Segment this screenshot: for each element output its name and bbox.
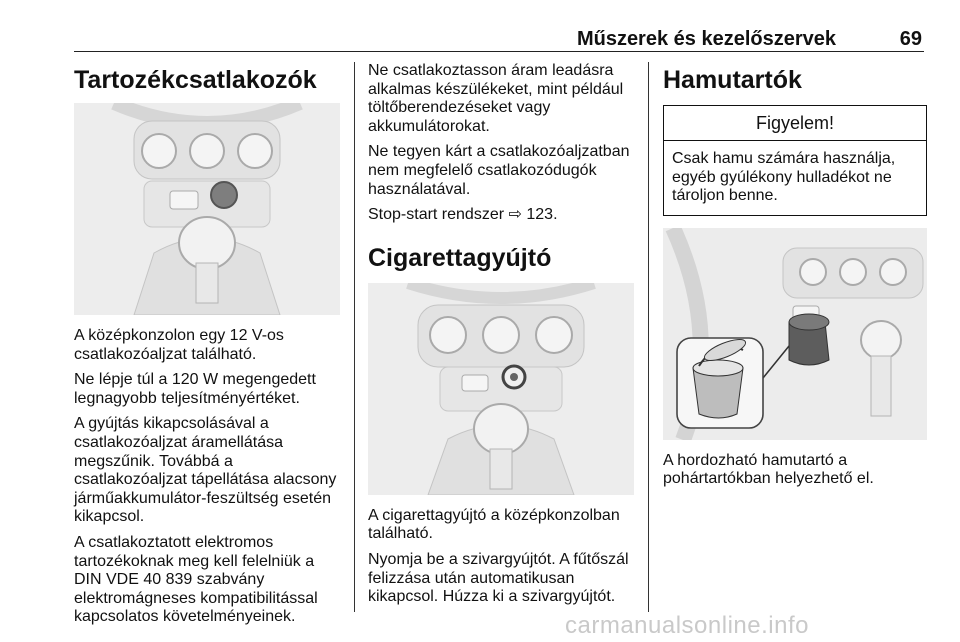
crossref-text: Stop-start rendszer <box>368 206 505 224</box>
power-outlet-illustration <box>74 103 340 315</box>
crossref-arrow-icon: ⇨ <box>508 206 522 224</box>
warning-body: Csak hamu számára használja, egyéb gyúlékony hulladékot ne tároljon benne. <box>672 150 896 205</box>
running-header <box>74 22 924 52</box>
column-accessory-sockets <box>74 62 344 634</box>
paragraph: Ne lépje túl a 120 W megengedett legnagyobb teljesítményértéket. <box>74 371 316 407</box>
warning-title: Figyelem! <box>664 106 926 141</box>
heading-ashtrays: Hamutartók <box>663 66 802 94</box>
column-ashtrays <box>663 62 927 496</box>
paragraph: A gyújtás kikapcsolásával a csatlakozóaljzat áramellátása megszűnik. Továbbá a csatlakozóaljzat tápellátása alacsony járműakkumulátor-feszültség esetén kikapcsol. <box>74 415 337 526</box>
section-title: Műszerek és kezelőszervek <box>576 28 836 50</box>
column-cigarette-lighter <box>368 62 636 614</box>
crossref-paragraph <box>368 206 636 225</box>
warning-box <box>663 105 927 216</box>
paragraph: A középkonzolon egy 12 V-os csatlakozóaljzat található. <box>74 327 284 363</box>
paragraph: A hordozható hamutartó a pohártartókban helyezhető el. <box>663 451 874 488</box>
heading-cigarette-lighter: Cigarettagyújtó <box>368 243 552 272</box>
cigarette-lighter-illustration <box>368 283 634 495</box>
paragraph: A cigarettagyújtó a középkonzolban található. <box>368 506 620 543</box>
column-divider <box>648 62 649 612</box>
ashtray-illustration <box>663 228 927 440</box>
column-divider <box>354 62 355 612</box>
paragraph: Ne tegyen kárt a csatlakozóaljzatban nem megfelelő csatlakozódugók használatával. <box>368 143 630 198</box>
heading-accessory-sockets: Tartozékcsatlakozók <box>74 66 317 94</box>
paragraph: A csatlakoztatott elektromos tartozékoknak meg kell felelniük a DIN VDE 40 839 szabvány elektromágneses kompatibilitással kapcsolatos követelményeinek. <box>74 533 318 626</box>
paragraph: Nyomja be a szivargyújtót. A fűtőszál felizzása után automatikusan kikapcsol. Húzza ki a szivargyújtót. <box>368 550 629 606</box>
paragraph: Ne csatlakoztasson áram leadásra alkalmas készülékeket, mint például töltőberendezéseket vagy akkumulátorokat. <box>368 62 624 135</box>
page-number: 69 <box>899 28 922 50</box>
crossref-page[interactable]: 123. <box>526 206 558 224</box>
watermark: carmanualsonline.info <box>565 612 809 639</box>
